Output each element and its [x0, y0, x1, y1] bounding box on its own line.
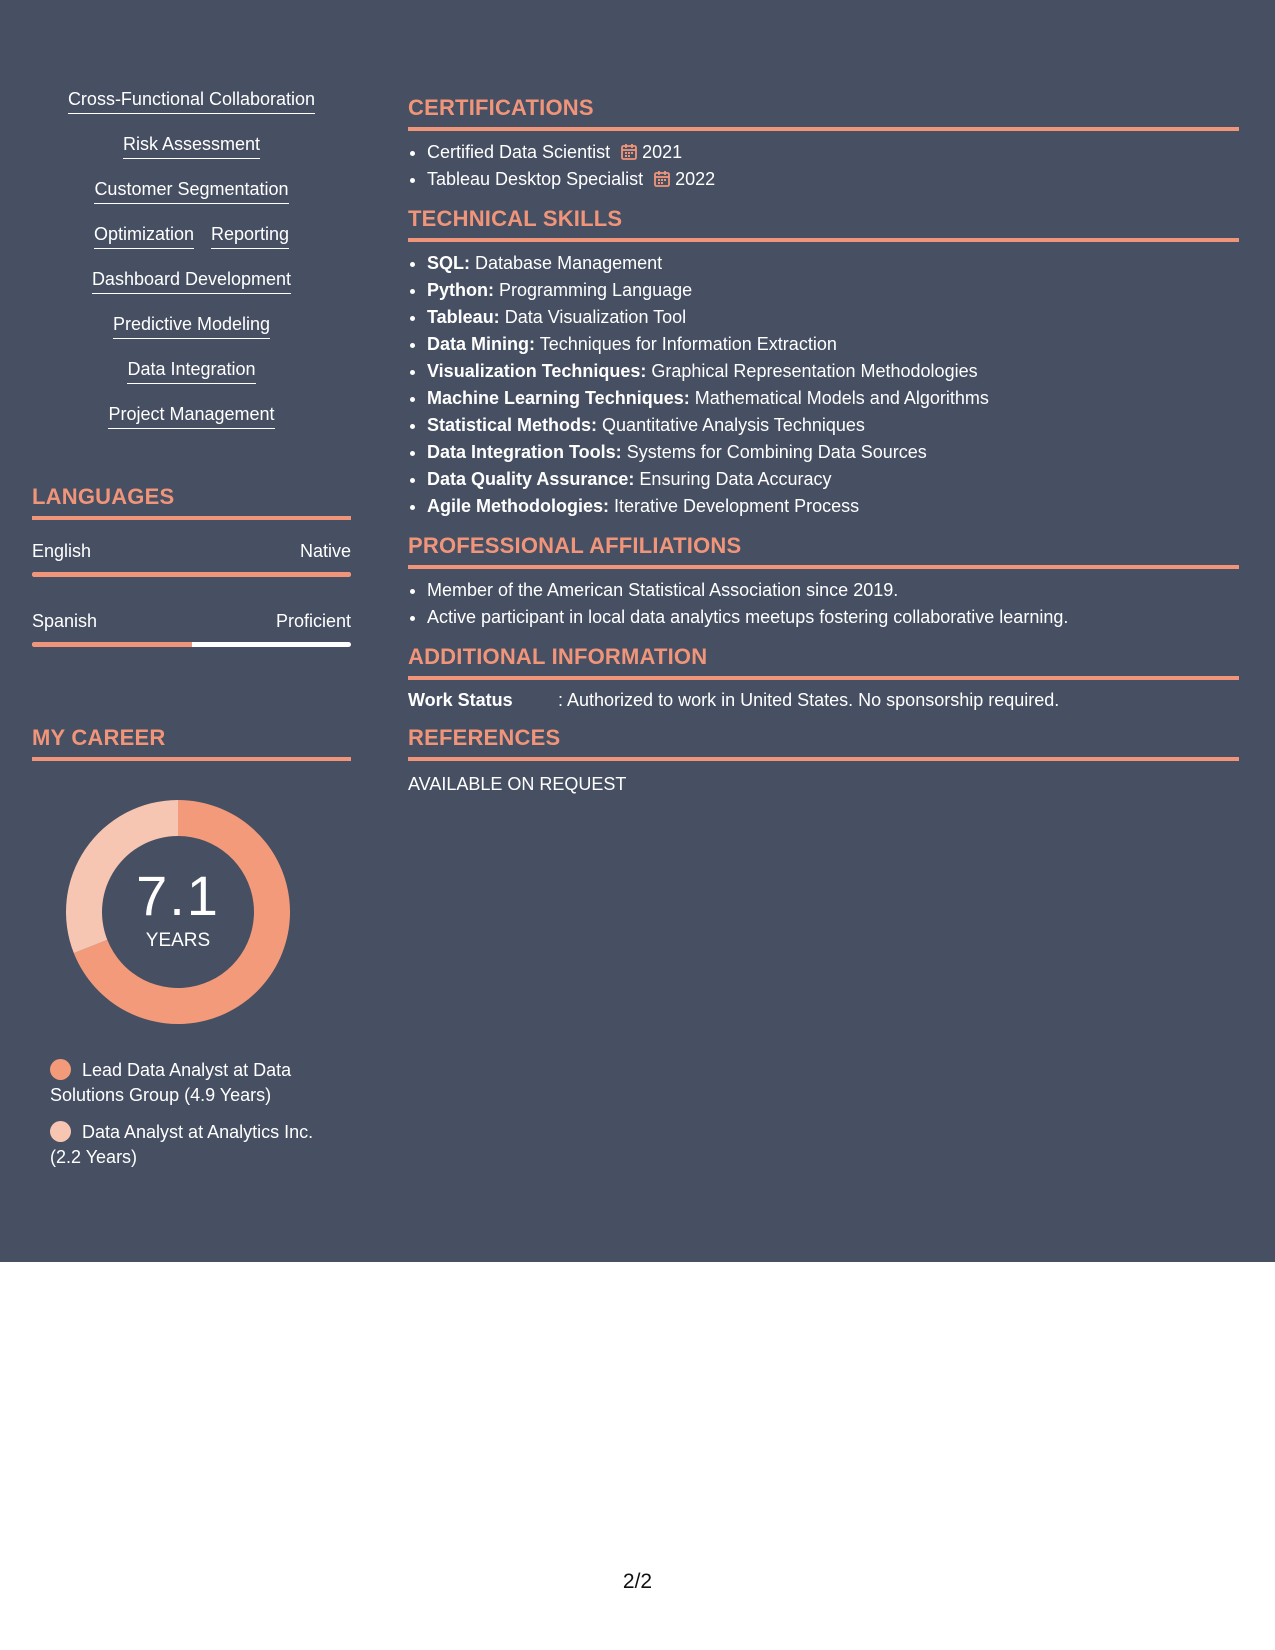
references-title: REFERENCES: [408, 725, 1239, 761]
skill-tag: Reporting: [211, 223, 289, 249]
affiliations-section: [408, 533, 1239, 631]
skill-tag: Optimization: [94, 223, 194, 249]
skill-row: [32, 133, 351, 178]
skill-tag: Customer Segmentation: [94, 178, 288, 204]
technical-skill-term: Data Integration Tools:: [427, 442, 622, 462]
technical-skill-desc: Quantitative Analysis Techniques: [602, 415, 865, 435]
calendar-icon: [653, 170, 671, 188]
skill-row: [32, 223, 351, 268]
technical-skill-item: [427, 304, 1239, 331]
certification-item: [427, 139, 1239, 166]
language-name: English: [32, 541, 92, 561]
career-donut-chart: [66, 800, 290, 1024]
technical-skill-item: [427, 412, 1239, 439]
technical-skill-desc: Graphical Representation Methodologies: [651, 361, 978, 381]
language-item: [32, 610, 351, 647]
language-item: [32, 540, 351, 577]
legend-item: [50, 1058, 340, 1108]
technical-skill-desc: Iterative Development Process: [614, 496, 860, 516]
calendar-icon: [620, 143, 638, 161]
skill-row: [32, 178, 351, 223]
technical-skills-section: [408, 206, 1239, 520]
skill-tag: Data Integration: [127, 358, 255, 384]
skill-tag: Project Management: [108, 403, 274, 429]
certification-year: 2022: [675, 169, 716, 189]
page-number: 2/2: [622, 1570, 653, 1593]
work-status-row: [408, 689, 1239, 711]
technical-skill-desc: Ensuring Data Accuracy: [639, 469, 832, 489]
certifications-title: CERTIFICATIONS: [408, 95, 1239, 131]
skill-row: [32, 313, 351, 358]
skills-list: [32, 88, 351, 448]
legend-item: [50, 1120, 340, 1170]
technical-skill-desc: Data Visualization Tool: [504, 307, 687, 327]
work-status-label: Work Status: [408, 690, 513, 710]
affiliation-item: • Active participant in local data analytics meetups fostering collaborative learning.: [427, 604, 1239, 631]
career-legend: [50, 1058, 340, 1182]
skill-row: [32, 403, 351, 448]
technical-skill-term: Python:: [427, 280, 494, 300]
skill-tag: Dashboard Development: [92, 268, 291, 294]
technical-skill-term: SQL:: [427, 253, 470, 273]
language-level-bar: [32, 572, 351, 577]
languages-title: LANGUAGES: [32, 484, 351, 520]
technical-skill-term: Machine Learning Techniques:: [427, 388, 690, 408]
language-level-fill: [32, 572, 351, 577]
technical-skill-item: [427, 466, 1239, 493]
career-section: [32, 725, 351, 761]
certifications-section: [408, 95, 1239, 193]
legend-label: Data Analyst at Analytics Inc. (2.2 Years): [50, 1122, 314, 1167]
legend-dot-icon: [50, 1059, 71, 1080]
languages-section: [32, 484, 351, 520]
skill-row: [32, 268, 351, 313]
skill-tag: Cross-Functional Collaboration: [68, 88, 315, 114]
affiliations-list: [408, 577, 1239, 631]
technical-skill-term: Statistical Methods:: [427, 415, 598, 435]
certification-name: Certified Data Scientist: [427, 142, 611, 162]
legend-dot-icon: [50, 1121, 71, 1142]
affiliations-title: PROFESSIONAL AFFILIATIONS: [408, 533, 1239, 569]
language-level-bar: [32, 642, 351, 647]
skill-tag: Risk Assessment: [123, 133, 260, 159]
certification-item: [427, 166, 1239, 193]
technical-skill-term: Visualization Techniques:: [427, 361, 647, 381]
technical-skill-desc: Database Management: [475, 253, 663, 273]
technical-skills-title: TECHNICAL SKILLS: [408, 206, 1239, 242]
language-level: Native: [299, 541, 351, 561]
certifications-list: [408, 139, 1239, 193]
career-total-years: 7.1: [136, 864, 220, 927]
technical-skill-desc: Mathematical Models and Algorithms: [694, 388, 989, 408]
skill-row: [32, 358, 351, 403]
technical-skill-item: [427, 277, 1239, 304]
skill-row: [32, 88, 351, 133]
skill-tag: Predictive Modeling: [113, 313, 270, 339]
affiliation-item: • Member of the American Statistical Association since 2019.: [427, 577, 1239, 604]
career-title: MY CAREER: [32, 725, 351, 761]
language-level: Proficient: [275, 611, 351, 631]
certification-year: 2021: [642, 142, 683, 162]
technical-skill-item: [427, 331, 1239, 358]
additional-info-title: ADDITIONAL INFORMATION: [408, 644, 1239, 680]
technical-skill-desc: Systems for Combining Data Sources: [626, 442, 927, 462]
additional-info-section: [408, 644, 1239, 711]
career-total-unit: YEARS: [145, 930, 211, 951]
language-level-fill: [32, 642, 192, 647]
technical-skills-list: [408, 250, 1239, 520]
technical-skill-item: [427, 439, 1239, 466]
technical-skill-item: [427, 385, 1239, 412]
technical-skill-term: Agile Methodologies:: [427, 496, 609, 516]
technical-skill-term: Data Mining:: [427, 334, 535, 354]
legend-label: Lead Data Analyst at Data Solutions Group (4.9 Years): [50, 1060, 292, 1105]
references-section: [408, 725, 1239, 795]
technical-skill-desc: Techniques for Information Extraction: [539, 334, 837, 354]
technical-skill-desc: Programming Language: [499, 280, 693, 300]
technical-skill-item: [427, 250, 1239, 277]
technical-skill-term: Tableau:: [427, 307, 500, 327]
references-text: AVAILABLE ON REQUEST: [408, 774, 627, 794]
technical-skill-term: Data Quality Assurance:: [427, 469, 635, 489]
work-status-value: : Authorized to work in United States. No sponsorship required.: [558, 690, 1060, 710]
technical-skill-item: [427, 493, 1239, 520]
technical-skill-item: [427, 358, 1239, 385]
certification-name: Tableau Desktop Specialist: [427, 169, 644, 189]
language-name: Spanish: [32, 611, 98, 631]
